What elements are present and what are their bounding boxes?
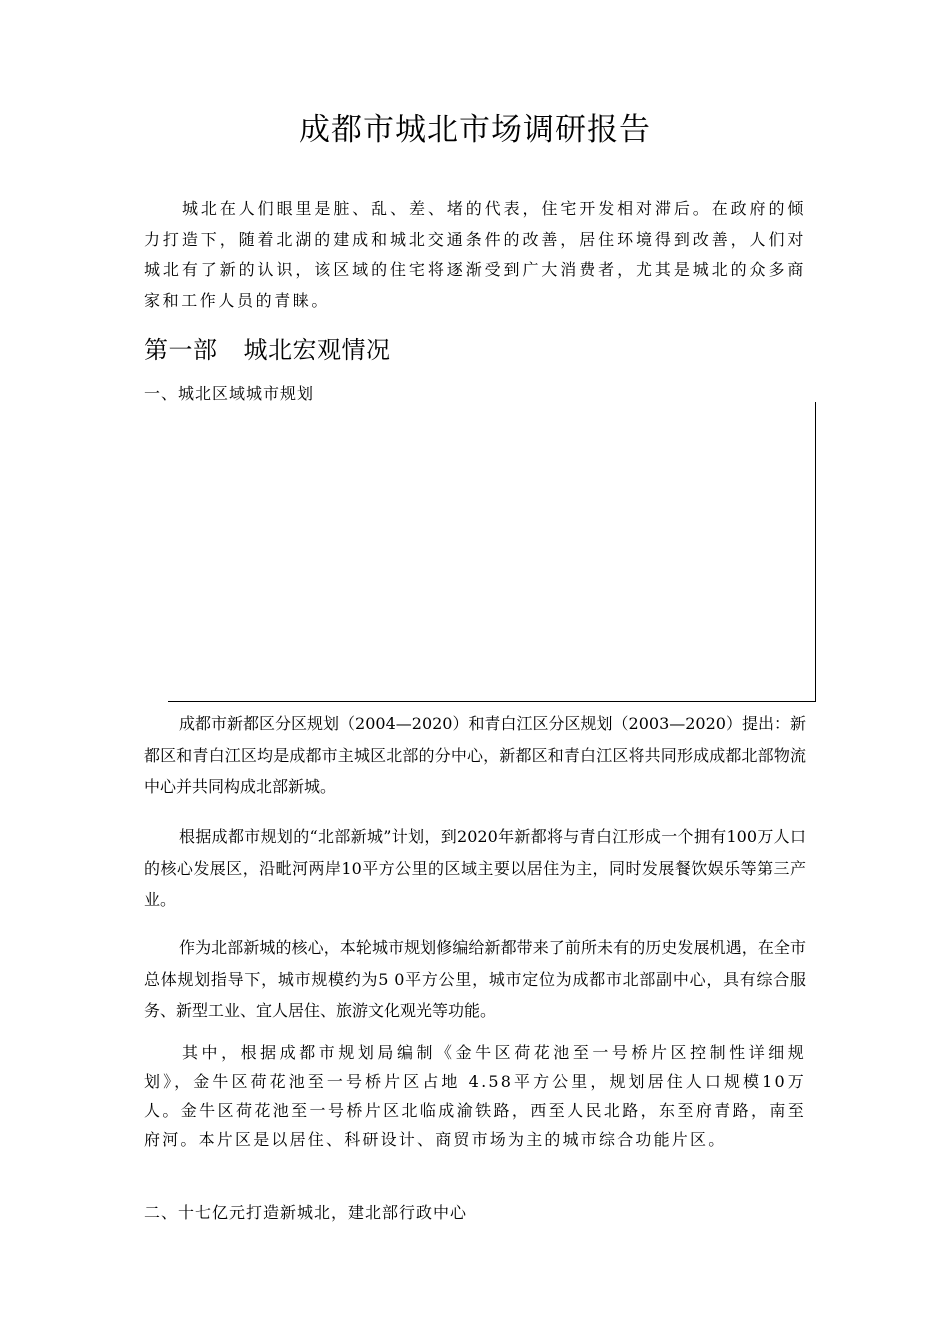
document-title: 成都市城北市场调研报告 (299, 112, 651, 148)
section-heading-1: 一、城北区域城市规划 (144, 384, 315, 403)
section-heading-2: 二、十七亿元打造新城北，建北部行政中心 (144, 1203, 468, 1222)
part-title: 城北宏观情况 (243, 336, 391, 364)
paragraph-2: 根据成都市规划的“北部新城”计划，到2020年新都将与青白江形成一个拥有100万人口的核心发展区，沿毗河两岸10平方公里的区域主要以居住为主，同时发展餐饮娱乐等第三产业。 (144, 827, 806, 909)
paragraph-4: 其中，根据成都市规划局编制《金牛区荷花池至一号桥片区控制性详细规划》，金牛区荷花池至一号桥片区占地 4.58平方公里，规划居住人口规模10万人。金牛区荷花池至一号桥片区北临成渝铁路，西至人民北路，东至府青路，南至府河。本片区是以居住、科研设计、商贸市场为主的城市综合功能片区。 (144, 1043, 806, 1149)
figure-placeholder (168, 402, 816, 702)
paragraph-1: 成都市新都区分区规划（2004—2020）和青白江区分区规划（2003—2020）提出：新都区和青白江区均是成都市主城区北部的分中心，新都区和青白江区将共同形成成都北部物流中心并共同构成北部新城。 (144, 714, 806, 796)
intro-paragraph: 城北在人们眼里是脏、乱、差、堵的代表，住宅开发相对滞后。在政府的倾力打造下，随着北湖的建成和城北交通条件的改善，居住环境得到改善，人们对城北有了新的认识，该区域的住宅将逐渐受到广大消费者，尤其是城北的众多商家和工作人员的青睐。 (144, 199, 806, 310)
part-heading (144, 330, 391, 365)
paragraph-3: 作为北部新城的核心，本轮城市规划修编给新都带来了前所未有的历史发展机遇，在全市总体规划指导下，城市规模约为5 0平方公里，城市定位为成都市北部副中心，具有综合服务、新型工业、宜人居住、旅游文化观光等功能。 (144, 938, 806, 1020)
part-label: 第一部 (144, 336, 218, 364)
